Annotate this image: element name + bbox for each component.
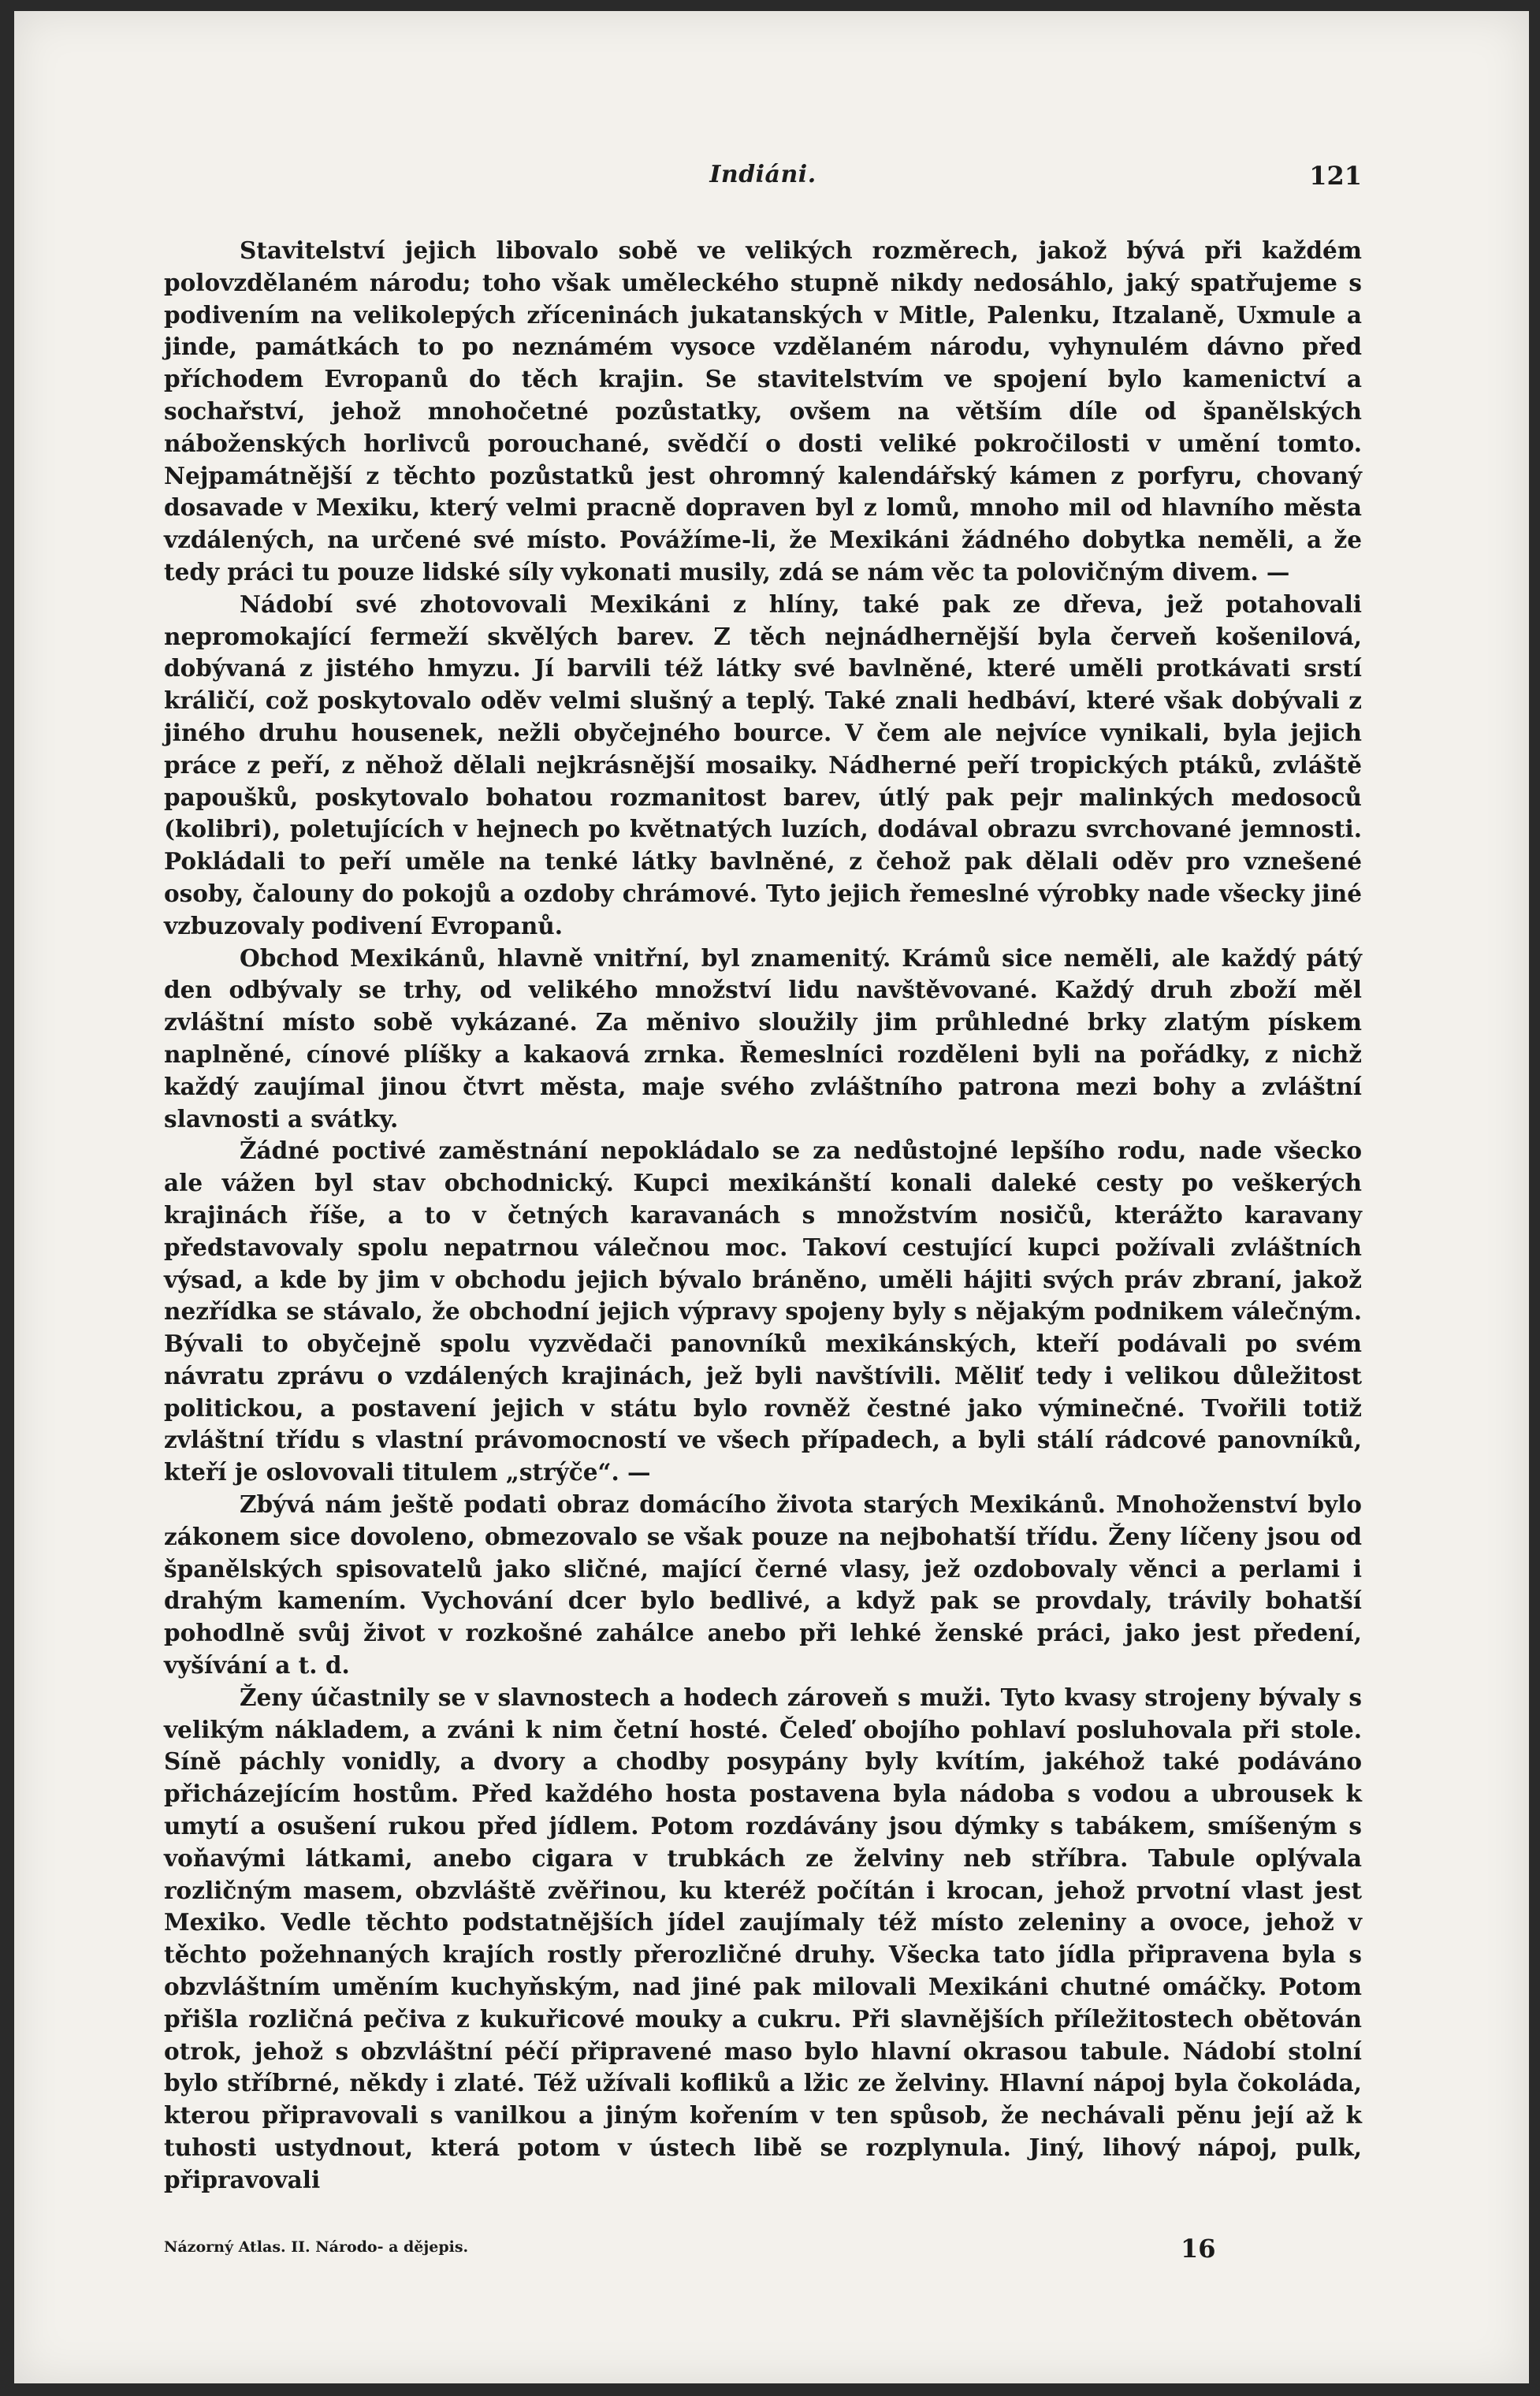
page-footer <box>164 2234 1362 2265</box>
footer-note: Názorný Atlas. II. Národo- a dějepis. <box>164 2238 469 2256</box>
running-title: Indiáni. <box>709 161 816 188</box>
body-text <box>164 235 1362 2197</box>
paragraph-crafts: Nádobí své zhotovovali Mexikáni z hlíny, také pak ze dřeva, jež potahovali nepromokající fermeží skvělých barev. Z těch nejnádhernější byla červeň košenilová, dobývaná z jistého hmyzu. Jí barvili též látky své bavlněné, které uměli protkávati srstí králičí, což poskytovalo oděv velmi slušný a teplý. Také znali hedbáví, které však dobývali z jiného druhu housenek, nežli obyčejného bource. V čem ale nejvíce vynikali, byla jejich práce z peří, z něhož dělali nejkrásnější mosaiky. Nádherné peří tropických ptáků, zvláště papoušků, poskytovalo bohatou rozmanitost barev, útlý pak pejr malinkých medosoců (kolibri), poletujících v hejnech po květnatých luzích, dodával obrazu svrchované jemnosti. Pokládali to peří uměle na tenké látky bavlněné, z čehož pak dělali oděv pro vznešené osoby, čalouny do pokojů a ozdoby chrámové. Tyto jejich řemeslné výrobky nade všecky jiné vzbuzovaly podivení Evropanů. <box>164 590 1362 939</box>
book-page <box>14 11 1529 2383</box>
paragraph-feasts: Ženy účastnily se v slavnostech a hodech zároveň s muži. Tyto kvasy strojeny bývaly s velikým nákladem, a zváni k nim četní hosté. Čeleď obojího pohlaví posluhovala při stole. Síně páchly vonidly, a dvory a chodby posypány byly kvítím, jakéhož také podáváno přicházejícím hostům. Před každého hosta postavena byla nádoba s vodou a ubrousek k umytí a osušení rukou před jídlem. Potom rozdávány jsou dýmky s tabákem, smíšeným s voňavými látkami, anebo cigara v trubkách ze želviny neb stříbra. Tabule oplývala rozličným masem, obzvláště zvěřinou, ku kteréž počítán i krocan, jehož prvotní vlast jest Mexiko. Vedle těchto podstatnějších jídel zaujímaly též místo zeleniny a ovoce, jehož v těchto požehnaných krajích rostly přerozličné druhy. Všecka tato jídla připravena byla s obzvláštním uměním kuchyňským, nad jiné pak milovali Mexikáni chutné omáčky. Potom přišla rozličná pečiva z kukuřicové mouky a cukru. Při slavnějších příležitostech obětován otrok, jehož s obzvláštní péčí připravené maso bylo hlavní okrasou tabule. Nádobí stolní bylo stříbrné, někdy i zlaté. Též užívali kofliků a lžic ze želviny. Hlavní nápoj byla čokoláda, kterou připravovali s vanilkou a jiným kořením v ten spůsob, že nechávali pěnu její až k tuhosti ustydnout, která potom v ústech libě se rozplynula. Jiný, lihový nápoj, pulk, připravovali <box>164 1683 1362 2193</box>
paragraph-merchants: Žádné poctivé zaměstnání nepokládalo se za nedůstojné lepšího rodu, nade všecko ale vážen byl stav obchodnický. Kupci mexikánští konali daleké cesty po veškerých krajinách říše, a to v četných karavanách s množstvím nosičů, kterážto karavany představovaly spolu nepatrnou válečnou moc. Takoví cestující kupci požívali zvláštních výsad, a kde by jim v obchodu jejich bývalo bráněno, uměli hájiti svých práv zbraní, jakož nezřídka se stávalo, že obchodní jejich výpravy spojeny byly s nějakým podnikem válečným. Bývali to obyčejně spolu vyzvědači panovníků mexikánských, kteří podávali po svém návratu zprávu o vzdálených krajinách, jež byli navštívili. Měliť tedy i velikou důležitost politickou, a postavení jejich v státu bylo rovněž čestné jako výminečné. Tvořili totiž zvláštní třídu s vlastní právomocností ve všech případech, a byli stálí rádcové panovníků, kteří je oslovovali titulem „strýče“. — <box>164 1137 1362 1486</box>
paragraph-trade: Obchod Mexikánů, hlavně vnitřní, byl znamenitý. Krámů sice neměli, ale každý pátý den odbývaly se trhy, od velikého množství lidu navštěvované. Každý druh zboží měl zvláštní místo sobě vykázané. Za měnivo sloužily jim průhledné brky zlatým pískem naplněné, cínové plíšky a kakaová zrnka. Řemeslníci rozděleni byli na pořádky, z nichž každý zaujímal jinou čtvrt města, maje svého zvláštního patrona mezi bohy a zvláštní slavnosti a svátky. <box>164 943 1362 1133</box>
page-number: 121 <box>1309 161 1362 191</box>
paragraph-architecture: Stavitelství jejich libovalo sobě ve velikých rozměrech, jakož bývá při každém polovzdělaném národu; toho však uměleckého stupně nikdy nedosáhlo, jaký spatřujeme s podivením na velikolepých zříceninách jukatanských v Mitle, Palenku, Itzalaně, Uxmule a jinde, památkách to po neznámém vysoce vzdělaném národu, vyhynulém dávno před příchodem Evropanů do těch krajin. Se stavitelstvím ve spojení bylo kamenictví a sochařství, jehož mnohočetné pozůstatky, ovšem na větším díle od španělských náboženských horlivců porouchané, svědčí o dosti veliké pokročilosti v umění tomto. Nejpamátnější z těchto pozůstatků jest ohromný kalendářský kámen z porfyru, chovaný dosavade v Mexiku, který velmi pracně dopraven byl z lomů, mnoho mil od hlavního města vzdálených, na určené své místo. Povážíme-li, že Mexikáni žádného dobytka neměli, a že tedy práci tu pouze lidské síly vykonati musily, zdá se nám věc ta polovičným divem. — <box>164 236 1362 586</box>
signature-mark: 16 <box>1181 2234 1216 2264</box>
paragraph-domestic-life: Zbývá nám ještě podati obraz domácího života starých Mexikánů. Mnohoženství bylo zákonem sice dovoleno, obmezovalo se však pouze na nejbohatší třídu. Ženy líčeny jsou od španělských spisovatelů jako sličné, mající černé vlasy, jež ozdobovaly věnci a perlami i drahým kamením. Vychování dcer bylo bedlivé, a když pak se provdaly, trávily bohatší pohodlně svůj život v rozkošné zahálce anebo při lehké ženské práci, jako jest předení, vyšívání a t. d. <box>164 1490 1362 1680</box>
page-header <box>164 161 1362 208</box>
